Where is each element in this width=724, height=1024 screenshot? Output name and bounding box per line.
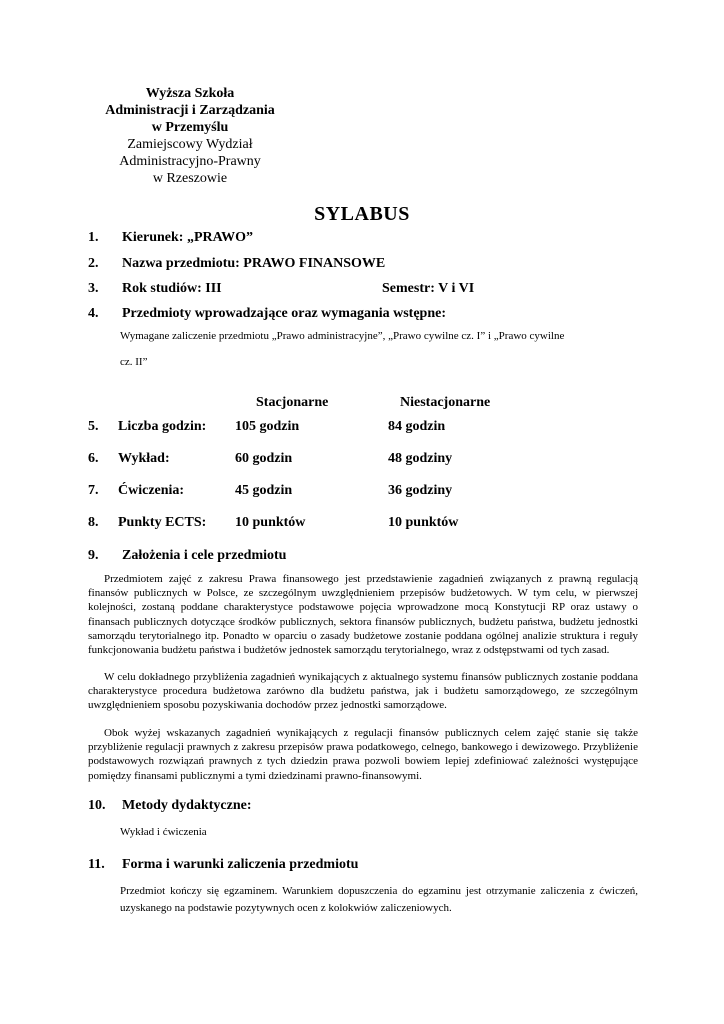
- section-9-paragraph-1: Przedmiotem zajęć z zakresu Prawa finansowego jest przedstawienie zagadnień związanych z prawną regulacją finansów publicznych w Polsce, ze szczególnym uwzględnieniem przepisów budżetowych. W tym celu, w pierwszej kolejności, zostaną poddane charakterystyce podstawowe pojęcia wprowadzone mocą Konstytucji RP oraz ustawy o finansach publicznych dotyczące środków publicznych, sektora finansów publicznych, budżetu państwa, budżetu jednostki samorządu terytorialnego itp. Ponadto w oparciu o zasady budżetowe zostanie poddana ogólnej analizie struktura i reguły funkcjonowania budżetu państwa i budżetów jednostek samorządu terytorialnego, wraz z odstępstwami od tych zasad.: [88, 573, 638, 657]
- section-4-requirements-line2: cz. II”: [120, 356, 148, 368]
- section-3-number: 3.: [88, 281, 99, 296]
- section-9-title: Założenia i cele przedmiotu: [122, 548, 287, 563]
- section-1-number: 1.: [88, 230, 99, 245]
- section-10-title: Metody dydaktyczne:: [122, 798, 252, 813]
- section-9-paragraph-2: W celu dokładnego przybliżenia zagadnień wynikających z aktualnego systemu finansów publicznych zostanie poddana charakterystyce procedura budżetowa zarówno dla budżetu państwa, jak i budżetu samorządowego, ze szczególnym uwzględnieniem sposobu pozyskiwania dochodów przez jednostki samorządowe.: [88, 671, 638, 712]
- section-4-number: 4.: [88, 306, 99, 321]
- row-7-extramural: 36 godziny: [388, 483, 453, 498]
- row-5-number: 5.: [88, 419, 99, 434]
- section-11-text-content: Przedmiot kończy się egzaminem. Warunkiem dopuszczenia do egzaminu jest otrzymanie zaliczenia z ćwiczeń, uzyskanego na podstawie pozytywnych ocen z kolokwiów zaliczeniowych.: [120, 885, 638, 914]
- faculty-line1: Zamiejscowy Wydział: [127, 137, 253, 152]
- row-6-number: 6.: [88, 451, 99, 466]
- row-7-label: Ćwiczenia:: [118, 483, 185, 498]
- section-9-number: 9.: [88, 548, 99, 563]
- faculty-line3: w Rzeszowie: [152, 171, 228, 186]
- row-7-stationary: 45 godzin: [235, 483, 293, 498]
- section-2-number: 2.: [88, 256, 99, 271]
- row-8-stationary: 10 punktów: [235, 515, 306, 530]
- section-11-text: [120, 883, 638, 917]
- row-6-stationary: 60 godzin: [235, 451, 293, 466]
- row-6-extramural: 48 godziny: [388, 451, 453, 466]
- institution-name-line1: Wyższa Szkoła: [145, 86, 235, 101]
- section-9-paragraph-3: Obok wyżej wskazanych zagadnień wynikających z regulacji finansów publicznych celem zajęć stanie się także przybliżenie regulacji prawnych z zakresu przepisów prawa podatkowego, celnego, bankowego i dewizowego. Przybliżenie podstawowych rozwiązań prawnych z tych dziedzin prawa pozwoli bowiem lepiej zdefiniować zależności występujące pomiędzy finansami publicznymi a tymi dziedzinami prawno-finansowymi.: [88, 727, 638, 782]
- institution-name-line3: w Przemyślu: [151, 120, 229, 135]
- row-5-label: Liczba godzin:: [118, 419, 207, 434]
- section-1-field-of-study: Kierunek: „PRAWO”: [122, 230, 254, 245]
- row-8-extramural: 10 punktów: [388, 515, 459, 530]
- row-7-number: 7.: [88, 483, 99, 498]
- institution-name-line2: Administracji i Zarządzania: [105, 103, 275, 118]
- section-11-number: 11.: [88, 857, 105, 872]
- section-3-year: Rok studiów: III: [122, 281, 222, 296]
- row-5-extramural: 84 godzin: [388, 419, 446, 434]
- page-title: SYLABUS: [314, 203, 410, 225]
- row-6-label: Wykład:: [118, 451, 170, 466]
- row-8-number: 8.: [88, 515, 99, 530]
- row-5-stationary: 105 godzin: [235, 419, 300, 434]
- section-4-title: Przedmioty wprowadzające oraz wymagania wstępne:: [122, 306, 447, 321]
- column-header-stationary: Stacjonarne: [256, 395, 329, 410]
- section-4-requirements-line1: Wymagane zaliczenie przedmiotu „Prawo administracyjne”, „Prawo cywilne cz. I” i „Prawo cywilne: [120, 330, 565, 342]
- section-3-semester: Semestr: V i VI: [382, 281, 475, 296]
- section-11-title: Forma i warunki zaliczenia przedmiotu: [122, 857, 359, 872]
- row-8-label: Punkty ECTS:: [118, 515, 207, 530]
- faculty-line2: Administracyjno-Prawny: [119, 154, 261, 169]
- section-2-subject-name: Nazwa przedmiotu: PRAWO FINANSOWE: [122, 256, 386, 271]
- section-10-text: Wykład i ćwiczenia: [120, 826, 207, 838]
- section-10-number: 10.: [88, 798, 106, 813]
- column-header-extramural: Niestacjonarne: [400, 395, 491, 410]
